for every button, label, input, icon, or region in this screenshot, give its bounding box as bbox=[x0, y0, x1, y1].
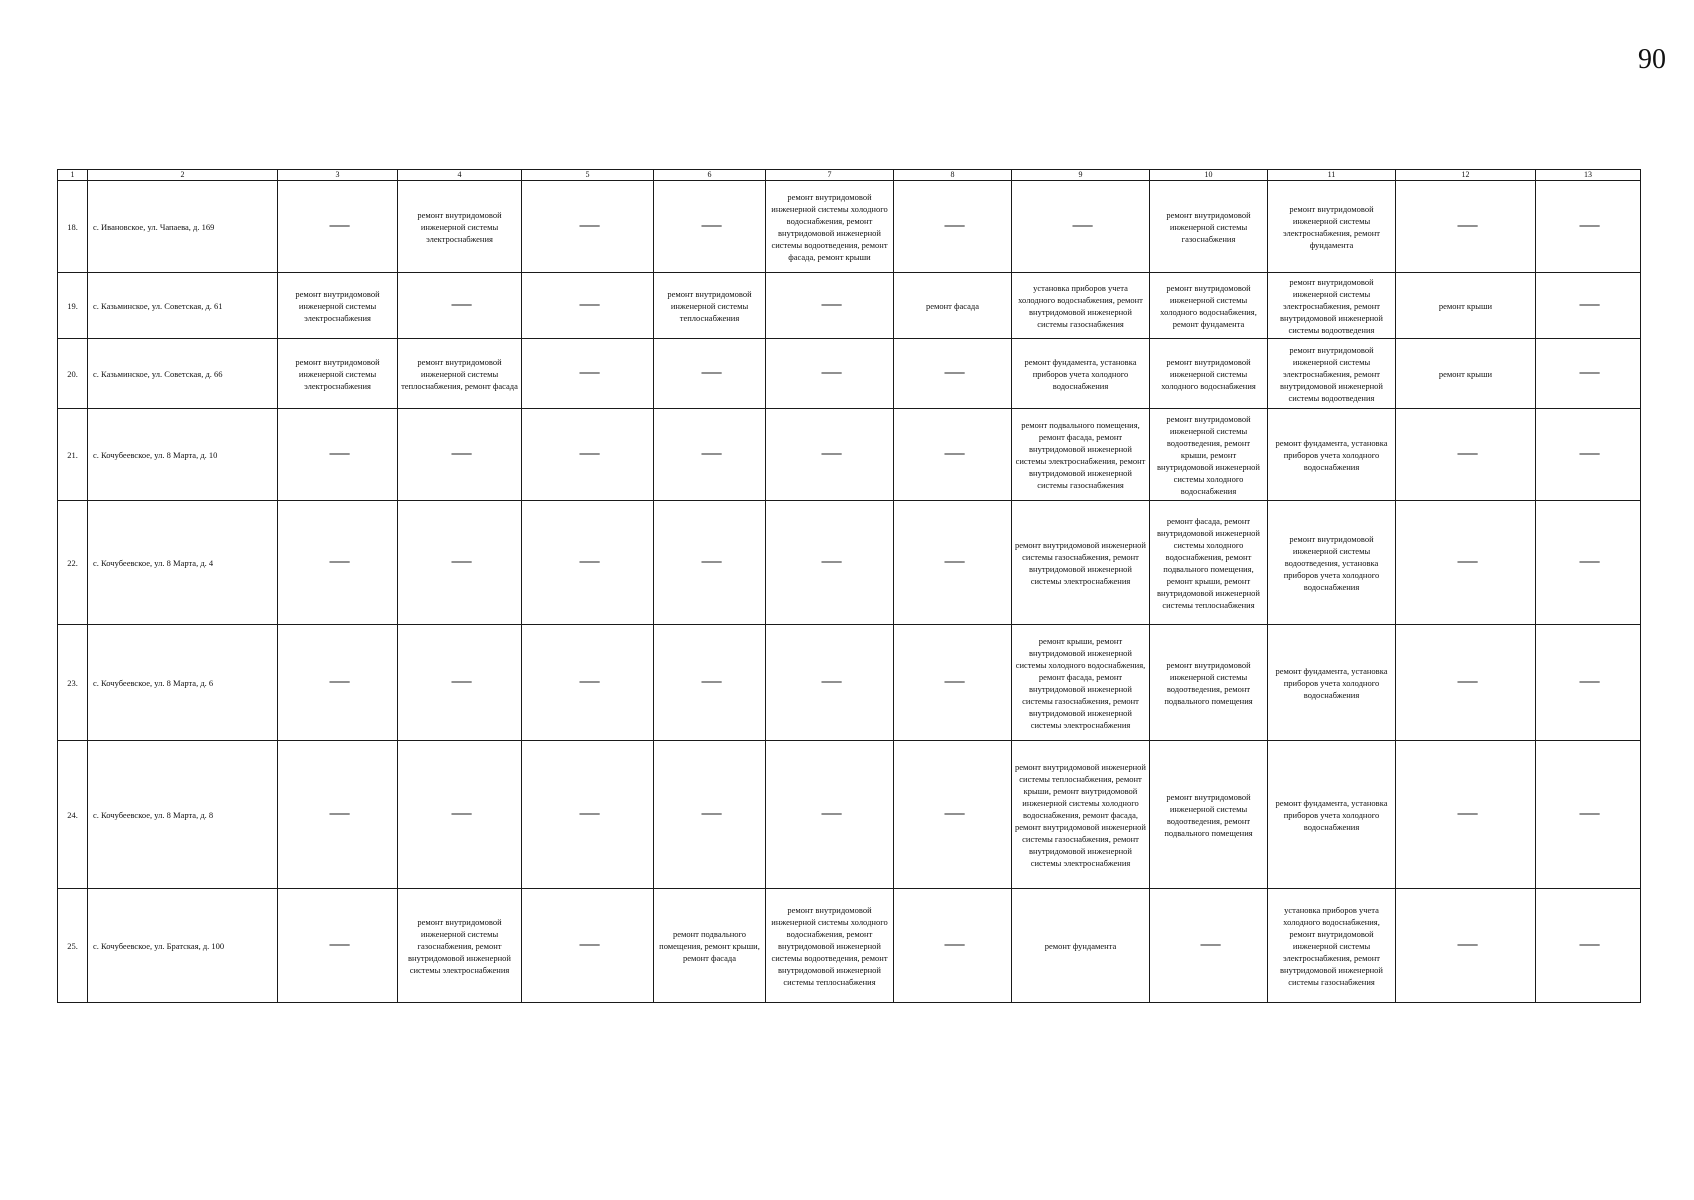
work-cell: ремонт внутридомовой инженерной системы холодного водоснабжения, ремонт внутридомовой инженерной системы водоотведения, ремонт фасада, ремонт крыши bbox=[766, 181, 894, 273]
dash-mark: — bbox=[699, 554, 720, 570]
empty-cell bbox=[1396, 625, 1536, 741]
dash-mark: — bbox=[577, 674, 598, 690]
dash-mark: — bbox=[327, 674, 348, 690]
dash-mark: — bbox=[327, 218, 348, 234]
row-number: 19. bbox=[58, 273, 88, 339]
dash-mark: — bbox=[1070, 218, 1091, 234]
dash-mark: — bbox=[1455, 937, 1476, 953]
address-cell: с. Казьминское, ул. Советская, д. 66 bbox=[88, 339, 278, 409]
dash-mark: — bbox=[1578, 806, 1598, 822]
empty-cell bbox=[894, 501, 1012, 625]
dash-mark: — bbox=[449, 297, 470, 313]
empty-cell bbox=[766, 273, 894, 339]
dash-mark: — bbox=[942, 218, 963, 234]
column-header: 1 bbox=[58, 170, 88, 181]
address-cell: с. Кочубеевское, ул. Братская, д. 100 bbox=[88, 889, 278, 1003]
empty-cell bbox=[1536, 501, 1641, 625]
work-cell: ремонт подвального помещения, ремонт фасада, ремонт внутридомовой инженерной системы электроснабжения, ремонт внутридомовой инженерной системы газоснабжения bbox=[1012, 409, 1150, 501]
empty-cell bbox=[654, 741, 766, 889]
work-cell: ремонт фундамента, установка приборов учета холодного водоснабжения bbox=[1268, 741, 1396, 889]
dash-mark: — bbox=[942, 446, 963, 462]
dash-mark: — bbox=[577, 365, 598, 381]
address-cell: с. Кочубеевское, ул. 8 Марта, д. 8 bbox=[88, 741, 278, 889]
empty-cell bbox=[522, 181, 654, 273]
empty-cell bbox=[1536, 409, 1641, 501]
work-cell: ремонт фундамента, установка приборов учета холодного водоснабжения bbox=[1012, 339, 1150, 409]
empty-cell bbox=[278, 741, 398, 889]
row-number: 24. bbox=[58, 741, 88, 889]
work-cell: ремонт крыши, ремонт внутридомовой инженерной системы холодного водоснабжения, ремонт фасада, ремонт внутридомовой инженерной системы газоснабжения, ремонт внутридомовой инженерной системы электроснабжения bbox=[1012, 625, 1150, 741]
work-cell: ремонт внутридомовой инженерной системы электроснабжения bbox=[278, 339, 398, 409]
column-header: 6 bbox=[654, 170, 766, 181]
empty-cell bbox=[1536, 339, 1641, 409]
address-cell: с. Кочубеевское, ул. 8 Марта, д. 6 bbox=[88, 625, 278, 741]
dash-mark: — bbox=[942, 806, 963, 822]
column-header: 4 bbox=[398, 170, 522, 181]
dash-mark: — bbox=[577, 806, 598, 822]
table-row bbox=[58, 501, 1641, 625]
dash-mark: — bbox=[699, 806, 720, 822]
address-cell: с. Ивановское, ул. Чапаева, д. 169 bbox=[88, 181, 278, 273]
table-row bbox=[58, 339, 1641, 409]
dash-mark: — bbox=[1578, 674, 1598, 690]
dash-mark: — bbox=[327, 554, 348, 570]
empty-cell bbox=[1396, 181, 1536, 273]
empty-cell bbox=[654, 625, 766, 741]
dash-mark: — bbox=[449, 554, 470, 570]
dash-mark: — bbox=[699, 446, 720, 462]
dash-mark: — bbox=[1578, 297, 1598, 313]
empty-cell bbox=[766, 625, 894, 741]
work-cell: ремонт внутридомовой инженерной системы газоснабжения, ремонт внутридомовой инженерной системы электроснабжения bbox=[398, 889, 522, 1003]
page-number: 90 bbox=[1638, 44, 1666, 75]
dash-mark: — bbox=[1455, 446, 1476, 462]
work-cell: ремонт внутридомовой инженерной системы водоотведения, ремонт подвального помещения bbox=[1150, 741, 1268, 889]
column-header: 11 bbox=[1268, 170, 1396, 181]
empty-cell bbox=[278, 501, 398, 625]
column-header: 13 bbox=[1536, 170, 1641, 181]
empty-cell bbox=[766, 409, 894, 501]
work-cell: ремонт внутридомовой инженерной системы электроснабжения, ремонт внутридомовой инженерной системы водоотведения bbox=[1268, 273, 1396, 339]
column-header: 7 bbox=[766, 170, 894, 181]
dash-mark: — bbox=[1455, 554, 1476, 570]
table-body bbox=[58, 170, 1641, 1003]
empty-cell bbox=[522, 741, 654, 889]
work-cell: ремонт внутридомовой инженерной системы теплоснабжения bbox=[654, 273, 766, 339]
dash-mark: — bbox=[449, 806, 470, 822]
work-cell: ремонт фундамента, установка приборов учета холодного водоснабжения bbox=[1268, 625, 1396, 741]
empty-cell bbox=[1396, 409, 1536, 501]
empty-cell bbox=[894, 625, 1012, 741]
dash-mark: — bbox=[1198, 937, 1219, 953]
empty-cell bbox=[398, 625, 522, 741]
dash-mark: — bbox=[327, 446, 348, 462]
header-row bbox=[58, 170, 1641, 181]
dash-mark: — bbox=[327, 806, 348, 822]
work-cell: ремонт внутридомовой инженерной системы холодного водоснабжения, ремонт фундамента bbox=[1150, 273, 1268, 339]
work-cell: ремонт фундамента bbox=[1012, 889, 1150, 1003]
address-cell: с. Казьминское, ул. Советская, д. 61 bbox=[88, 273, 278, 339]
dash-mark: — bbox=[699, 365, 720, 381]
work-cell: ремонт фасада bbox=[894, 273, 1012, 339]
dash-mark: — bbox=[577, 446, 598, 462]
work-cell: ремонт внутридомовой инженерной системы газоснабжения, ремонт внутридомовой инженерной системы электроснабжения bbox=[1012, 501, 1150, 625]
empty-cell bbox=[522, 501, 654, 625]
column-header: 9 bbox=[1012, 170, 1150, 181]
empty-cell bbox=[766, 339, 894, 409]
empty-cell bbox=[766, 741, 894, 889]
dash-mark: — bbox=[1578, 365, 1598, 381]
empty-cell bbox=[522, 889, 654, 1003]
dash-mark: — bbox=[1578, 446, 1598, 462]
work-cell: установка приборов учета холодного водоснабжения, ремонт внутридомовой инженерной системы электроснабжения, ремонт внутридомовой инженерной системы газоснабжения bbox=[1268, 889, 1396, 1003]
work-cell: ремонт внутридомовой инженерной системы холодного водоснабжения, ремонт внутридомовой инженерной системы водоотведения, ремонт внутридомовой инженерной системы теплоснабжения bbox=[766, 889, 894, 1003]
dash-mark: — bbox=[942, 937, 963, 953]
work-cell: ремонт крыши bbox=[1396, 273, 1536, 339]
dash-mark: — bbox=[577, 297, 598, 313]
empty-cell bbox=[1536, 625, 1641, 741]
row-number: 20. bbox=[58, 339, 88, 409]
row-number: 22. bbox=[58, 501, 88, 625]
dash-mark: — bbox=[327, 937, 348, 953]
column-header: 5 bbox=[522, 170, 654, 181]
address-cell: с. Кочубеевское, ул. 8 Марта, д. 4 bbox=[88, 501, 278, 625]
work-cell: ремонт внутридомовой инженерной системы газоснабжения bbox=[1150, 181, 1268, 273]
empty-cell bbox=[894, 741, 1012, 889]
empty-cell bbox=[522, 409, 654, 501]
work-cell: ремонт внутридомовой инженерной системы холодного водоснабжения bbox=[1150, 339, 1268, 409]
dash-mark: — bbox=[449, 446, 470, 462]
dash-mark: — bbox=[942, 554, 963, 570]
empty-cell bbox=[894, 339, 1012, 409]
empty-cell bbox=[1536, 889, 1641, 1003]
empty-cell bbox=[522, 625, 654, 741]
dash-mark: — bbox=[819, 674, 840, 690]
row-number: 21. bbox=[58, 409, 88, 501]
work-cell: установка приборов учета холодного водоснабжения, ремонт внутридомовой инженерной системы газоснабжения bbox=[1012, 273, 1150, 339]
empty-cell bbox=[894, 889, 1012, 1003]
dash-mark: — bbox=[699, 674, 720, 690]
dash-mark: — bbox=[699, 218, 720, 234]
empty-cell bbox=[1536, 273, 1641, 339]
empty-cell bbox=[894, 181, 1012, 273]
empty-cell bbox=[1396, 889, 1536, 1003]
table-row bbox=[58, 273, 1641, 339]
dash-mark: — bbox=[942, 674, 963, 690]
empty-cell bbox=[1396, 501, 1536, 625]
dash-mark: — bbox=[1578, 554, 1598, 570]
work-cell: ремонт крыши bbox=[1396, 339, 1536, 409]
empty-cell bbox=[1150, 889, 1268, 1003]
dash-mark: — bbox=[1455, 218, 1476, 234]
work-cell: ремонт подвального помещения, ремонт крыши, ремонт фасада bbox=[654, 889, 766, 1003]
dash-mark: — bbox=[819, 297, 840, 313]
empty-cell bbox=[278, 625, 398, 741]
work-cell: ремонт внутридомовой инженерной системы электроснабжения, ремонт фундамента bbox=[1268, 181, 1396, 273]
empty-cell bbox=[522, 273, 654, 339]
work-cell: ремонт фундамента, установка приборов учета холодного водоснабжения bbox=[1268, 409, 1396, 501]
empty-cell bbox=[398, 501, 522, 625]
empty-cell bbox=[1536, 181, 1641, 273]
dash-mark: — bbox=[1455, 674, 1476, 690]
work-cell: ремонт фасада, ремонт внутридомовой инженерной системы холодного водоснабжения, ремонт подвального помещения, ремонт крыши, ремонт внутридомовой инженерной системы теплоснабжения bbox=[1150, 501, 1268, 625]
row-number: 23. bbox=[58, 625, 88, 741]
empty-cell bbox=[654, 339, 766, 409]
dash-mark: — bbox=[577, 218, 598, 234]
work-cell: ремонт внутридомовой инженерной системы водоотведения, ремонт подвального помещения bbox=[1150, 625, 1268, 741]
dash-mark: — bbox=[1578, 218, 1598, 234]
dash-mark: — bbox=[942, 365, 963, 381]
empty-cell bbox=[398, 741, 522, 889]
table-row bbox=[58, 889, 1641, 1003]
empty-cell bbox=[398, 409, 522, 501]
dash-mark: — bbox=[819, 365, 840, 381]
column-header: 12 bbox=[1396, 170, 1536, 181]
empty-cell bbox=[1536, 741, 1641, 889]
empty-cell bbox=[278, 181, 398, 273]
empty-cell bbox=[278, 409, 398, 501]
dash-mark: — bbox=[1578, 937, 1598, 953]
empty-cell bbox=[1012, 181, 1150, 273]
empty-cell bbox=[766, 501, 894, 625]
row-number: 25. bbox=[58, 889, 88, 1003]
empty-cell bbox=[894, 409, 1012, 501]
empty-cell bbox=[522, 339, 654, 409]
work-cell: ремонт внутридомовой инженерной системы электроснабжения, ремонт внутридомовой инженерной системы водоотведения bbox=[1268, 339, 1396, 409]
column-header: 10 bbox=[1150, 170, 1268, 181]
column-header: 8 bbox=[894, 170, 1012, 181]
table-row bbox=[58, 741, 1641, 889]
dash-mark: — bbox=[1455, 806, 1476, 822]
repair-schedule-table bbox=[57, 169, 1641, 1003]
column-header: 2 bbox=[88, 170, 278, 181]
table-row bbox=[58, 625, 1641, 741]
work-cell: ремонт внутридомовой инженерной системы водоотведения, ремонт крыши, ремонт внутридомовой инженерной системы холодного водоснабжения bbox=[1150, 409, 1268, 501]
empty-cell bbox=[654, 409, 766, 501]
dash-mark: — bbox=[577, 937, 598, 953]
empty-cell bbox=[1396, 741, 1536, 889]
table-row bbox=[58, 409, 1641, 501]
row-number: 18. bbox=[58, 181, 88, 273]
empty-cell bbox=[278, 889, 398, 1003]
dash-mark: — bbox=[449, 674, 470, 690]
work-cell: ремонт внутридомовой инженерной системы теплоснабжения, ремонт крыши, ремонт внутридомовой инженерной системы холодного водоснабжения, ремонт фасада, ремонт внутридомовой инженерной системы газоснабжения, ремонт внутридомовой инженерной системы электроснабжения bbox=[1012, 741, 1150, 889]
empty-cell bbox=[398, 273, 522, 339]
address-cell: с. Кочубеевское, ул. 8 Марта, д. 10 bbox=[88, 409, 278, 501]
dash-mark: — bbox=[819, 806, 840, 822]
empty-cell bbox=[654, 501, 766, 625]
work-cell: ремонт внутридомовой инженерной системы электроснабжения bbox=[398, 181, 522, 273]
column-header: 3 bbox=[278, 170, 398, 181]
work-cell: ремонт внутридомовой инженерной системы электроснабжения bbox=[278, 273, 398, 339]
empty-cell bbox=[654, 181, 766, 273]
dash-mark: — bbox=[819, 554, 840, 570]
work-cell: ремонт внутридомовой инженерной системы теплоснабжения, ремонт фасада bbox=[398, 339, 522, 409]
work-cell: ремонт внутридомовой инженерной системы водоотведения, установка приборов учета холодного водоснабжения bbox=[1268, 501, 1396, 625]
dash-mark: — bbox=[819, 446, 840, 462]
dash-mark: — bbox=[577, 554, 598, 570]
table-row bbox=[58, 181, 1641, 273]
